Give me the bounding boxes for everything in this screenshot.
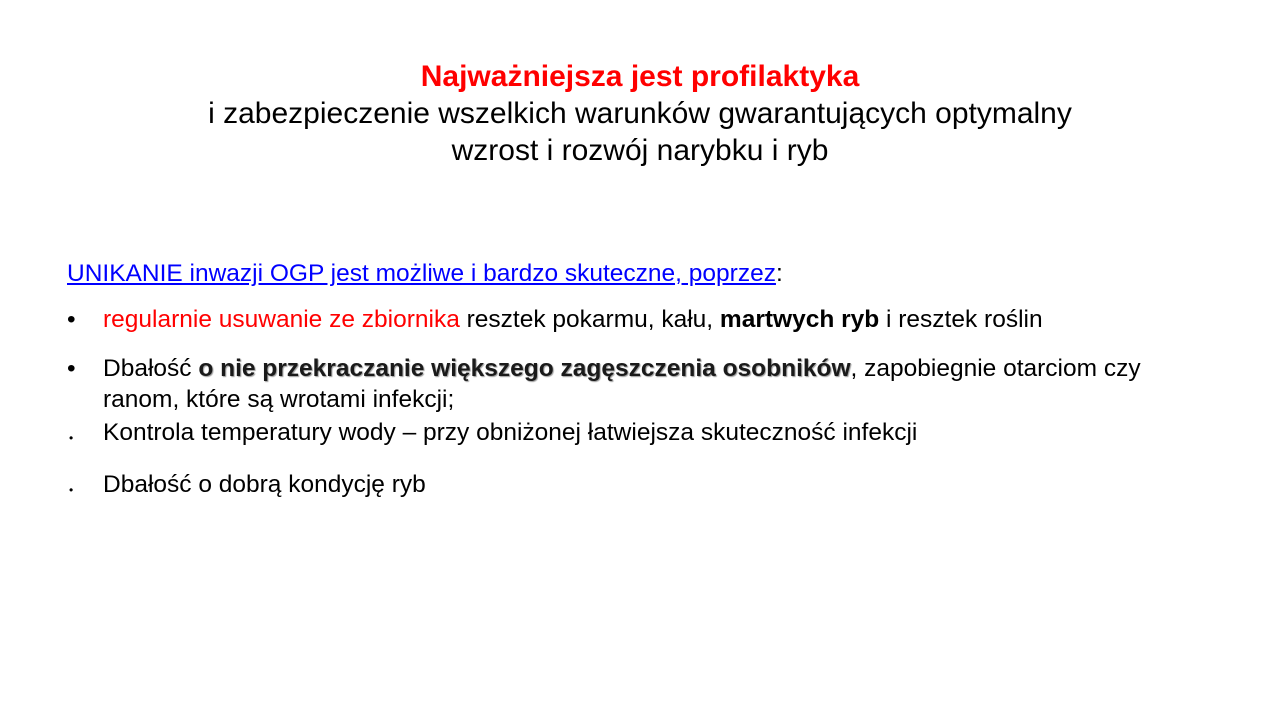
- intro-highlight: UNIKANIE inwazji OGP jest możliwe i bardzo skuteczne, poprzez: [67, 260, 776, 287]
- bullet-lead-text: Dbałość: [103, 355, 199, 382]
- slide-title: [40, 58, 1240, 169]
- title-subline-1: i zabezpieczenie wszelkich warunków gwarantujących optymalny: [208, 97, 1072, 130]
- bullet-text: Dbałość o dobrą kondycję ryb: [103, 471, 426, 498]
- bullet-marker: •: [69, 431, 74, 445]
- bullet-text: resztek pokarmu, kału,: [459, 306, 720, 333]
- title-headline: Najważniejsza jest profilaktyka: [420, 60, 860, 93]
- bullet-item-condition: [67, 469, 1217, 500]
- bullet-item-temperature: [67, 417, 1217, 448]
- bullet-marker: •: [67, 355, 76, 382]
- bullet-tail-text: , zapobiegnie otarciom czy ranom, które są wrotami infekcji;: [103, 355, 1141, 413]
- slide-body: [67, 258, 1217, 500]
- bullet-bold-text: martwych ryb: [719, 306, 880, 333]
- bullet-end-text: i resztek roślin: [879, 306, 1043, 333]
- bullet-shadow-text: o nie przekraczanie większego zagęszczenia osobników: [198, 355, 851, 382]
- bullet-item-density: [67, 353, 1217, 415]
- bullet-text: Kontrola temperatury wody – przy obniżonej łatwiejsza skuteczność infekcji: [103, 419, 918, 446]
- title-subline-2: wzrost i rozwój narybku i ryb: [451, 134, 829, 167]
- bullet-list: [67, 304, 1217, 500]
- intro-colon: :: [775, 260, 783, 287]
- bullet-red-text: regularnie usuwanie ze zbiornika: [103, 306, 460, 333]
- bullet-marker: •: [69, 483, 74, 497]
- bullet-marker: •: [67, 306, 76, 333]
- intro-line: [67, 258, 1217, 289]
- bullet-item-cleaning: [67, 304, 1217, 335]
